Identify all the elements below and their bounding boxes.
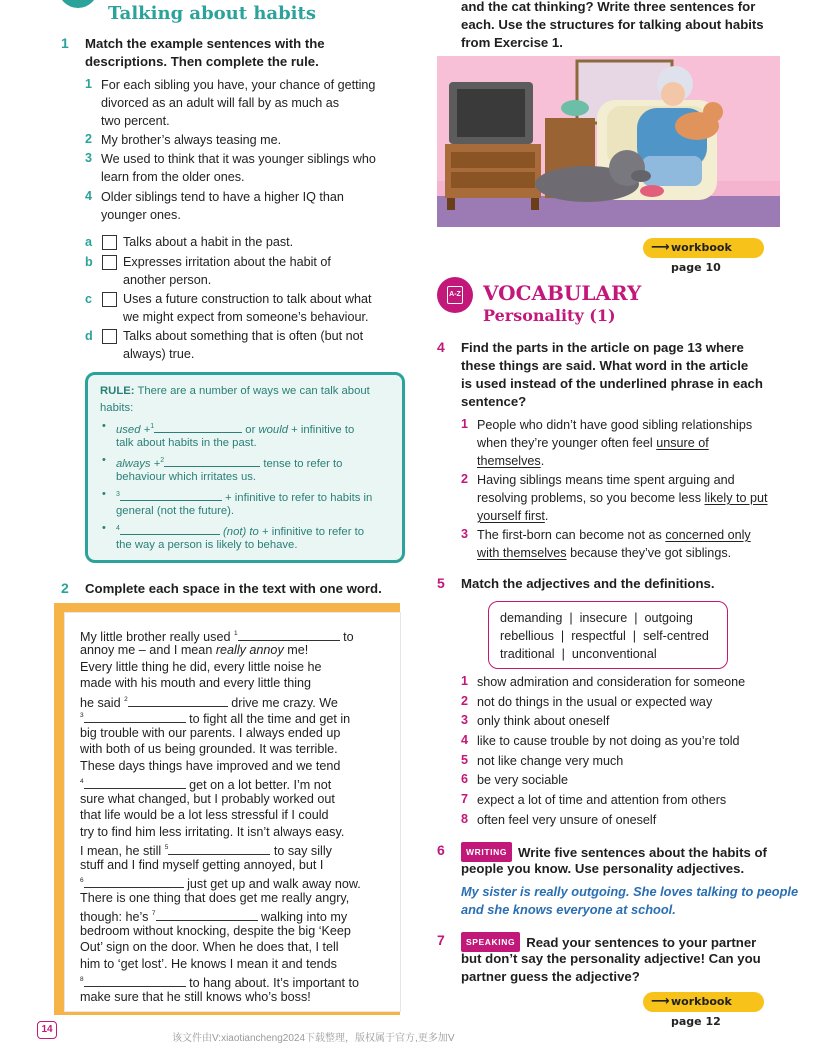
text-line (80, 642, 308, 659)
text-line: big trouble with our parents. I always ended up (80, 726, 341, 740)
exercise-7-instruction-text: Read your sentences to your partner (526, 935, 757, 950)
blank-number: 4 (116, 525, 120, 532)
text-blank-7[interactable] (156, 909, 258, 921)
sentence-number: 3 (85, 151, 93, 165)
exercise-4-instruction-line: Find the parts in the article on page 13 where (461, 340, 744, 355)
model-answer-line: My sister is really outgoing. She loves talking to people (461, 884, 799, 899)
adjective: insecure (579, 611, 628, 625)
exercise-2-instruction: Complete each space in the text with one word. (85, 581, 382, 596)
item-number: 3 (461, 527, 469, 541)
bullet: • (102, 522, 106, 534)
item-fragment: . (540, 454, 545, 468)
adjective: unconventional (571, 647, 657, 661)
exercise-4-instruction-line: these things are said. What word in the article (461, 358, 749, 373)
definition-text: be very sociable (477, 773, 569, 787)
definition-number: 6 (461, 772, 469, 786)
blank-number: 8 (80, 976, 84, 983)
blank-number: 7 (151, 910, 156, 917)
item-line (477, 526, 751, 544)
option-line: always) true. (123, 347, 195, 361)
underlined-phrase: likely to put (704, 491, 768, 505)
text-blank-1[interactable] (238, 629, 340, 641)
exercise-6-instruction-text: Write five sentences about the habits of (518, 845, 767, 860)
rule-intro-text: habits: (100, 402, 134, 414)
item-fragment: resolving problems, so you become less (477, 491, 701, 505)
adjective-row: demanding | insecure | outgoing (500, 611, 693, 625)
definition-text: not do things in the usual or expected way (477, 695, 713, 709)
vocabulary-subtitle: Personality (1) (483, 306, 616, 325)
blank-number: 1 (234, 630, 238, 637)
definition-number: 7 (461, 792, 469, 806)
definition-text: often feel very unsure of oneself (477, 813, 657, 827)
adjective: traditional (500, 647, 555, 661)
text-fragment: to hang about. It’s important to (189, 976, 360, 990)
sentence-line: Older siblings tend to have a higher IQ than (101, 190, 344, 204)
option-letter: d (85, 329, 93, 343)
workbook-link-bottom[interactable] (643, 992, 764, 1028)
definition-text: like to cause trouble by not doing as you’re told (477, 734, 740, 748)
item-line: Having siblings means time spent arguing and (477, 473, 735, 487)
rule-intro-text: There are a number of ways we can talk about (137, 385, 370, 397)
text-blank-8[interactable] (84, 975, 186, 987)
blank-number: 3 (116, 491, 120, 498)
exercise-6-instruction-line: people you know. Use personality adjectives. (461, 861, 745, 876)
definition-text: show admiration and consideration for someone (477, 675, 746, 689)
text-fragment: though: he’s (80, 910, 149, 924)
blank-number: 4 (80, 778, 84, 785)
sentence-line: divorced as an adult will fall by as much as (101, 96, 339, 110)
text-fragment: walking into my (261, 910, 348, 924)
exercise-4-number: 4 (437, 339, 445, 355)
rule-text: tense to refer to (263, 458, 343, 470)
text-line: These days things have improved and we tend (80, 759, 341, 773)
text-fragment: really annoy (215, 643, 284, 657)
text-fragment: to fight all the time and get in (189, 712, 351, 726)
adjective: demanding (500, 611, 563, 625)
text-fragment: drive me crazy. We (231, 696, 338, 710)
definition-number: 2 (461, 694, 469, 708)
sentence-number: 1 (85, 77, 93, 91)
text-line: There is one thing that does get me really angry, (80, 891, 350, 905)
text-fragment: me! (287, 643, 309, 657)
workbook-label: workbook page 10 (671, 241, 732, 274)
adjective: rebellious (500, 629, 554, 643)
option-letter: c (85, 292, 93, 306)
adjective-row: rebellious | respectful | self-centred (500, 629, 709, 643)
option-letter: a (85, 235, 93, 249)
exercise-4-instruction-line: sentence? (461, 394, 527, 409)
exercise-5-instruction: Match the adjectives and the definitions. (461, 576, 715, 591)
option-b-checkbox[interactable] (102, 255, 117, 270)
text-fragment: to say silly (273, 844, 332, 858)
exercise-7-instruction-line (461, 932, 756, 952)
exercise-4-instruction-line: is used instead of the underlined phrase in each (461, 376, 763, 391)
sentence-line: learn from the older ones. (101, 170, 245, 184)
text-line: Out’ sign on the door. When he does that, I tell (80, 940, 339, 954)
text-line: that life would be a lot less stressful if I could (80, 808, 329, 822)
text-line: Every little thing he did, every little noise he (80, 660, 322, 674)
exercise-7-instruction-line: but don’t say the personality adjective! Can you (461, 951, 761, 966)
blank-number: 3 (80, 712, 84, 719)
text-line: bedroom without knocking, despite the big ‘Keep (80, 924, 351, 938)
item-line (477, 489, 768, 507)
item-fragment: The first-born can become not as (477, 528, 662, 542)
exercise-1-instruction-line: descriptions. Then complete the rule. (85, 54, 319, 69)
rule-text: always + (116, 458, 161, 470)
text-line: him to ‘get lost’. He knows I mean it and tends (80, 957, 337, 971)
sentence-number: 2 (85, 132, 93, 146)
rule-blank-1[interactable] (154, 421, 242, 433)
rule-intro (100, 383, 370, 400)
rule-text: would (258, 424, 288, 436)
text-line: My little brother really used $^1$ to (80, 630, 354, 644)
prev-exercise-line: from Exercise 1. (461, 35, 563, 50)
rule-blank-4[interactable] (120, 523, 220, 535)
item-line: People who didn’t have good sibling relationships (477, 418, 753, 432)
rule-text: or (245, 424, 256, 436)
section-title: Talking about habits (108, 3, 316, 24)
exercise-5-number: 5 (437, 575, 445, 591)
text-fragment: get on a lot better. I’m not (189, 778, 332, 792)
definition-number: 5 (461, 753, 469, 767)
text-line: make sure that he still knows who’s boss! (80, 990, 311, 1004)
text-blank-6[interactable] (84, 876, 184, 888)
writing-tag: WRITING (461, 842, 512, 862)
sentence-line: We used to think that it was younger siblings who (101, 152, 376, 166)
rule-text: behaviour which irritates us. (116, 471, 257, 483)
option-line: another person. (123, 273, 212, 287)
text-fragment: just get up and walk away now. (187, 877, 361, 891)
definition-text: only think about oneself (477, 714, 610, 728)
text-blank-5[interactable] (168, 843, 270, 855)
rule-text: the way a person is likely to behave. (116, 539, 298, 551)
exercise-7-instruction-line: partner guess the adjective? (461, 969, 640, 984)
text-line: with both of us being grounded. It was terrible. (80, 742, 338, 756)
item-line (477, 544, 731, 562)
exercise-6-instruction-line (461, 842, 767, 862)
bullet: • (102, 454, 106, 466)
text-line: sure what changed, but I probably worked out (80, 792, 335, 806)
grandma-and-cat-illustration (437, 56, 780, 227)
option-d-checkbox[interactable] (102, 329, 117, 344)
rule-text: + infinitive to (291, 424, 355, 436)
option-line: Expresses irritation about the habit of (123, 255, 331, 269)
speaking-tag: SPEAKING (461, 932, 520, 952)
underlined-phrase: themselves (477, 454, 541, 468)
option-a-checkbox[interactable] (102, 235, 117, 250)
rule-text: + infinitive to refer to (261, 526, 365, 538)
rule-text: + infinitive to refer to habits in (225, 492, 373, 504)
adjective: self-centred (643, 629, 709, 643)
adjective-row: traditional | unconventional (500, 647, 657, 661)
text-line: stuff and I find myself getting annoyed, but I (80, 858, 324, 872)
exercise-6-number: 6 (437, 842, 445, 858)
item-fragment: . (544, 509, 549, 523)
underlined-phrase: with themselves (477, 546, 567, 560)
option-line: Talks about a habit in the past. (123, 235, 294, 249)
footer-note: 该文件由V:xiaotiancheng2024下载整理，版权属于官方,更多加V (172, 1033, 455, 1044)
rule-blank-2[interactable] (164, 455, 260, 467)
item-number: 1 (461, 417, 469, 431)
workbook-link-top[interactable] (643, 238, 764, 274)
item-fragment: when they’re younger often feel (477, 436, 653, 450)
workbook-label: workbook page 12 (671, 995, 732, 1028)
item-line (477, 452, 544, 470)
text-fragment: he said (80, 696, 121, 710)
item-line (477, 434, 709, 452)
definition-number: 4 (461, 733, 469, 747)
item-fragment: because they’ve got siblings. (570, 546, 732, 560)
sentence-line: younger ones. (101, 208, 181, 222)
text-fragment: My little brother really used (80, 630, 231, 644)
underlined-phrase: yourself first (477, 509, 545, 523)
exercise-1-instruction-line: Match the example sentences with the (85, 36, 325, 51)
sentence-number: 4 (85, 189, 93, 203)
blank-number: 2 (124, 696, 128, 703)
sentence-line: My brother’s always teasing me. (101, 133, 282, 147)
sentence-line: For each sibling you have, your chance of getting (101, 78, 376, 92)
definition-text: not like change very much (477, 754, 624, 768)
rule-text: (not) to (223, 526, 259, 538)
vocabulary-title: VOCABULARY (483, 281, 642, 305)
blank-number: 2 (160, 457, 165, 464)
option-line: Talks about something that is often (but not (123, 329, 364, 343)
text-line: try to find him less irritating. It isn’t always easy. (80, 825, 345, 839)
blank-number: 1 (150, 423, 155, 430)
blank-number: 6 (80, 877, 84, 884)
text-line: made with his mouth and every little thing (80, 676, 312, 690)
dictionary-icon-glyph: A-Z (447, 286, 463, 304)
prev-exercise-line: each. Use the structures for talking about habits (461, 17, 764, 32)
sentence-line: two percent. (101, 114, 170, 128)
exercise-1-number: 1 (61, 35, 69, 51)
rule-label: RULE: (100, 385, 135, 397)
option-letter: b (85, 255, 93, 269)
text-blank-3[interactable] (84, 711, 186, 723)
arrow-right-icon: ⟶ (651, 994, 670, 1009)
rule-text: used + (116, 424, 151, 436)
text-blank-2[interactable] (128, 695, 228, 707)
option-c-checkbox[interactable] (102, 292, 117, 307)
section-corner-tab (58, 0, 98, 8)
blank-number: 5 (164, 844, 169, 851)
option-line: Uses a future construction to talk about what (123, 292, 372, 306)
definition-number: 1 (461, 674, 469, 688)
text-fragment: annoy me – and I mean (80, 643, 213, 657)
text-blank-4[interactable] (84, 777, 186, 789)
item-number: 2 (461, 472, 469, 486)
underlined-phrase: unsure of (656, 436, 709, 450)
model-answer-line: and she knows everyone at school. (461, 902, 676, 917)
text-fragment: I mean, he still (80, 844, 162, 858)
rule-text: general (not the future). (116, 505, 235, 517)
adjective: outgoing (644, 611, 693, 625)
bullet: • (102, 488, 106, 500)
arrow-right-icon: ⟶ (651, 240, 670, 255)
option-line: we might expect from someone’s behaviour. (123, 310, 369, 324)
dictionary-icon (437, 277, 473, 313)
rule-text: talk about habits in the past. (116, 437, 257, 449)
definition-text: expect a lot of time and attention from others (477, 793, 727, 807)
exercise-7-number: 7 (437, 932, 445, 948)
definition-number: 3 (461, 713, 469, 727)
rule-blank-3[interactable] (120, 489, 222, 501)
prev-exercise-line: and the cat thinking? Write three sentences for (461, 0, 756, 14)
exercise-2-number: 2 (61, 580, 69, 596)
page-number: 14 (37, 1021, 57, 1039)
adjective: respectful (571, 629, 626, 643)
definition-number: 8 (461, 812, 469, 826)
bullet: • (102, 420, 106, 432)
underlined-phrase: concerned only (665, 528, 751, 542)
item-line (477, 507, 548, 525)
